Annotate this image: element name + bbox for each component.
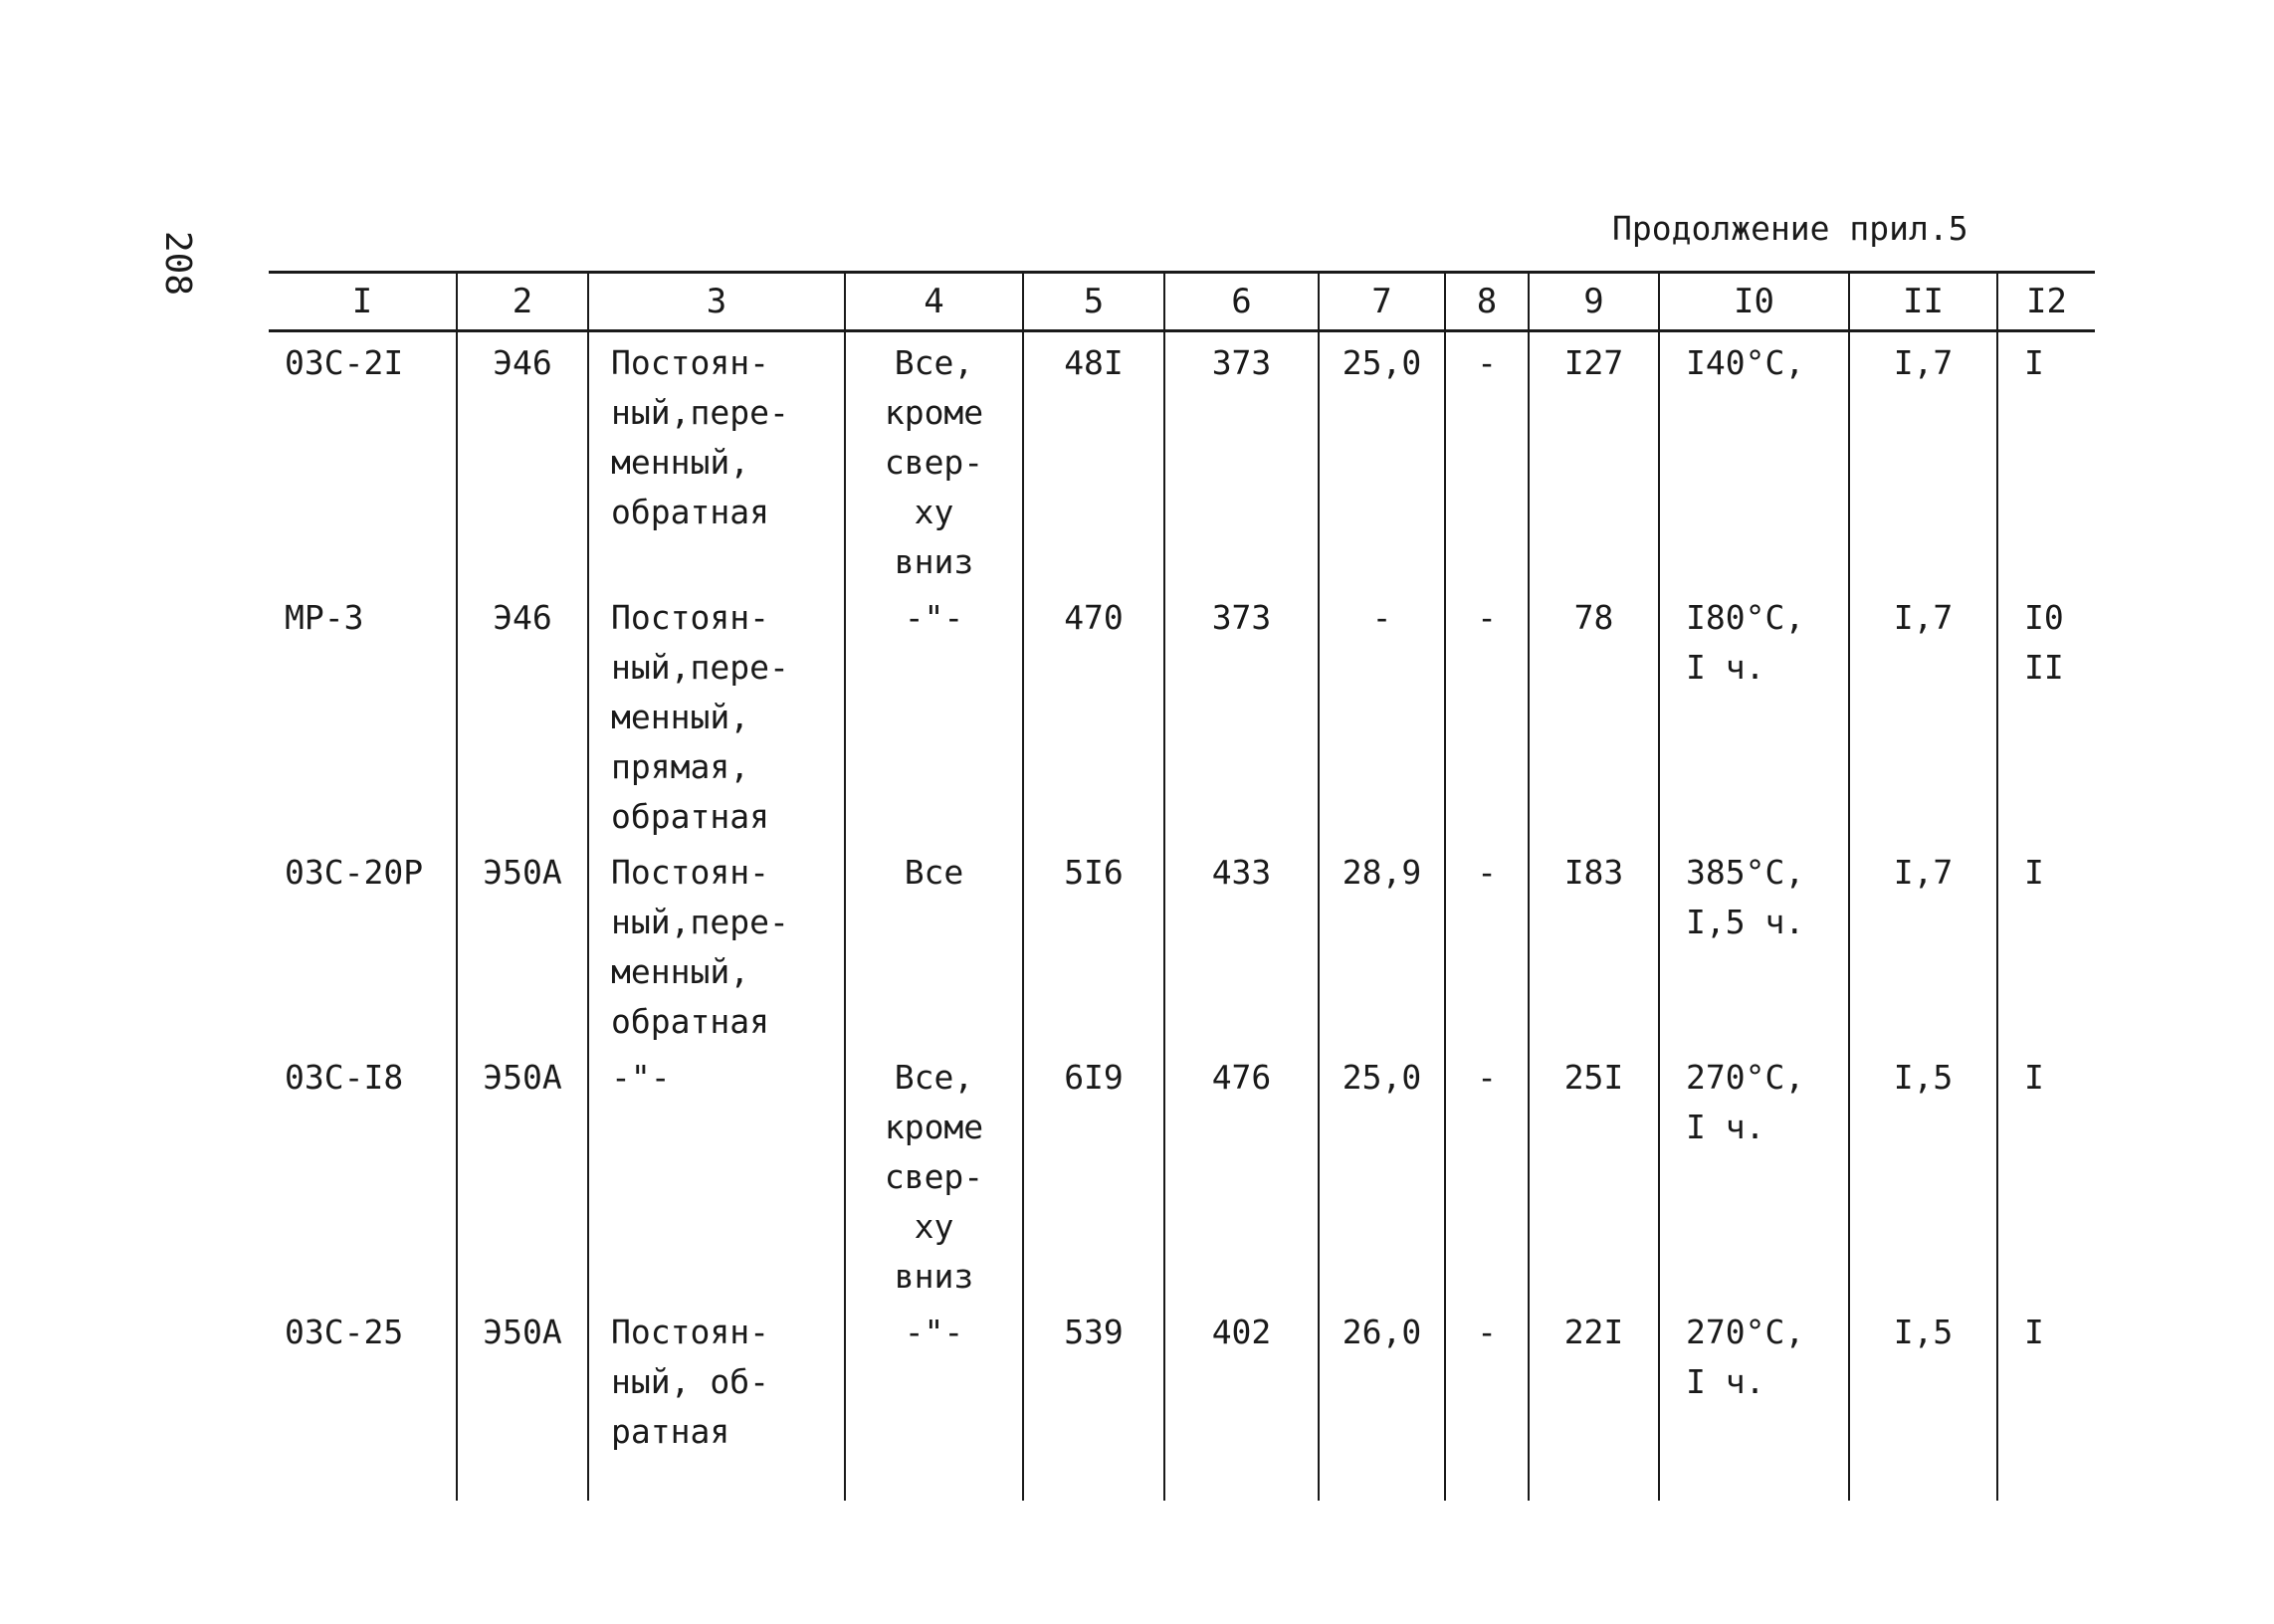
cell-line: ху — [914, 493, 954, 531]
cell-line: Э46 — [493, 598, 552, 637]
cell-line: I,7 — [1893, 343, 1954, 382]
cell-current-type — [588, 842, 845, 1047]
cell-elongation — [1319, 1302, 1445, 1501]
column-header-2: 2 — [457, 273, 588, 331]
cell-line: 373 — [1211, 598, 1272, 637]
column-header-5: 5 — [1023, 273, 1164, 331]
cell-electrode-type — [457, 331, 588, 588]
cell-yield-strength — [1164, 587, 1319, 842]
cell-coefficient — [1849, 587, 1997, 842]
cell-line: 476 — [1211, 1058, 1272, 1097]
cell-line: 25,0 — [1342, 343, 1422, 382]
cell-hardness — [1529, 331, 1659, 588]
cell-impact-strength — [1445, 587, 1529, 842]
cell-line: - — [1477, 1313, 1497, 1351]
cell-heat-treatment — [1659, 842, 1849, 1047]
cell-line: I ч. — [1686, 1362, 1765, 1401]
cell-electrode-type — [457, 842, 588, 1047]
cell-reference — [1997, 1047, 2095, 1302]
cell-line: 5I6 — [1064, 853, 1124, 892]
column-header-9: 9 — [1529, 273, 1659, 331]
table-row — [269, 587, 2095, 842]
cell-line: 26,0 — [1342, 1313, 1422, 1351]
cell-hardness — [1529, 587, 1659, 842]
cell-line: кроме — [884, 393, 984, 432]
column-header-6: 6 — [1164, 273, 1319, 331]
cell-impact-strength — [1445, 331, 1529, 588]
cell-line: I27 — [1563, 343, 1624, 382]
cell-line: 28,9 — [1342, 853, 1422, 892]
cell-reference — [1997, 587, 2095, 842]
cell-line: 6I9 — [1064, 1058, 1124, 1097]
column-header-11: II — [1849, 273, 1997, 331]
cell-line: 373 — [1211, 343, 1272, 382]
column-header-3: 3 — [588, 273, 845, 331]
cell-line: I — [2024, 853, 2044, 892]
cell-line: I — [2024, 1313, 2044, 1351]
cell-line: менный, — [611, 443, 750, 482]
cell-elongation — [1319, 1047, 1445, 1302]
cell-line: 03С-I8 — [285, 1058, 404, 1097]
cell-line: Э50А — [483, 853, 562, 892]
cell-line: II — [2024, 648, 2064, 687]
cell-line: 03С-20Р — [285, 853, 424, 892]
cell-line: I83 — [1563, 853, 1624, 892]
electrode-table — [269, 271, 2095, 1501]
cell-impact-strength — [1445, 842, 1529, 1047]
cell-line: I,5 — [1893, 1313, 1954, 1351]
column-number-row — [269, 273, 2095, 331]
cell-line: Постоян- — [611, 598, 769, 637]
cell-welding-position — [845, 331, 1023, 588]
table-row — [269, 842, 2095, 1047]
cell-line: - — [1477, 853, 1497, 892]
cell-line: -"- — [904, 598, 964, 637]
cell-line: Постоян- — [611, 343, 769, 382]
cell-line: I0 — [2024, 598, 2064, 637]
cell-line: ный,пере- — [611, 393, 789, 432]
cell-line: ный,пере- — [611, 903, 789, 941]
column-header-8: 8 — [1445, 273, 1529, 331]
cell-reference — [1997, 1302, 2095, 1501]
cell-welding-position — [845, 587, 1023, 842]
column-header-7: 7 — [1319, 273, 1445, 331]
cell-reference — [1997, 331, 2095, 588]
cell-electrode-brand — [269, 1302, 457, 1501]
cell-line: 22I — [1563, 1313, 1624, 1351]
cell-line: прямая, — [611, 747, 750, 786]
cell-line: 25I — [1563, 1058, 1624, 1097]
cell-coefficient — [1849, 1302, 1997, 1501]
cell-line: 270°С, — [1686, 1058, 1805, 1097]
cell-line: менный, — [611, 952, 750, 991]
cell-line: ный,пере- — [611, 648, 789, 687]
cell-electrode-type — [457, 587, 588, 842]
table-body — [269, 331, 2095, 1502]
table-caption: Продолжение прил.5 — [1612, 209, 1968, 248]
cell-heat-treatment — [1659, 1302, 1849, 1501]
cell-yield-strength — [1164, 331, 1319, 588]
cell-yield-strength — [1164, 1047, 1319, 1302]
cell-line: I,7 — [1893, 598, 1954, 637]
cell-line: Все, — [894, 343, 974, 382]
cell-elongation — [1319, 587, 1445, 842]
cell-tensile-strength — [1023, 587, 1164, 842]
column-header-12: I2 — [1997, 273, 2095, 331]
cell-elongation — [1319, 331, 1445, 588]
cell-line: обратная — [611, 797, 769, 836]
cell-line: - — [1477, 1058, 1497, 1097]
cell-line: Постоян- — [611, 1313, 769, 1351]
cell-line: 402 — [1211, 1313, 1272, 1351]
cell-electrode-brand — [269, 331, 457, 588]
cell-line: Все, — [894, 1058, 974, 1097]
cell-line: вниз — [894, 542, 974, 581]
cell-current-type — [588, 587, 845, 842]
cell-elongation — [1319, 842, 1445, 1047]
cell-tensile-strength — [1023, 842, 1164, 1047]
cell-line: 433 — [1211, 853, 1272, 892]
cell-line: свер- — [884, 1157, 984, 1196]
cell-line: МР-3 — [285, 598, 364, 637]
cell-line: - — [1477, 343, 1497, 382]
table-row — [269, 1302, 2095, 1501]
cell-line: I,5 ч. — [1686, 903, 1805, 941]
cell-line: - — [1371, 598, 1392, 637]
cell-line: Э50А — [483, 1313, 562, 1351]
column-header-4: 4 — [845, 273, 1023, 331]
cell-reference — [1997, 842, 2095, 1047]
cell-line: ху — [914, 1207, 954, 1246]
cell-welding-position — [845, 1047, 1023, 1302]
cell-current-type — [588, 331, 845, 588]
cell-line: Постоян- — [611, 853, 769, 892]
cell-line: I40°С, — [1686, 343, 1805, 382]
cell-coefficient — [1849, 331, 1997, 588]
cell-hardness — [1529, 1047, 1659, 1302]
electrode-table-container — [269, 271, 2095, 1505]
cell-line: обратная — [611, 1002, 769, 1041]
cell-line: Э46 — [493, 343, 552, 382]
table-row — [269, 1047, 2095, 1302]
cell-line: 48I — [1064, 343, 1124, 382]
cell-heat-treatment — [1659, 587, 1849, 842]
cell-line: 539 — [1064, 1313, 1124, 1351]
cell-line: 03С-2I — [285, 343, 404, 382]
cell-electrode-brand — [269, 1047, 457, 1302]
cell-coefficient — [1849, 1047, 1997, 1302]
cell-line: 78 — [1573, 598, 1614, 637]
cell-line: I,5 — [1893, 1058, 1954, 1097]
cell-welding-position — [845, 842, 1023, 1047]
cell-heat-treatment — [1659, 331, 1849, 588]
cell-coefficient — [1849, 842, 1997, 1047]
cell-line: I ч. — [1686, 1108, 1765, 1146]
cell-electrode-type — [457, 1047, 588, 1302]
column-header-1: I — [269, 273, 457, 331]
cell-impact-strength — [1445, 1302, 1529, 1501]
table-row — [269, 331, 2095, 588]
cell-electrode-brand — [269, 587, 457, 842]
cell-tensile-strength — [1023, 1302, 1164, 1501]
cell-line: -"- — [904, 1313, 964, 1351]
column-header-10: I0 — [1659, 273, 1849, 331]
cell-line: I — [2024, 343, 2044, 382]
cell-line: -"- — [611, 1058, 671, 1097]
cell-tensile-strength — [1023, 331, 1164, 588]
page-number: 208 — [157, 231, 198, 297]
cell-welding-position — [845, 1302, 1023, 1501]
cell-line: - — [1477, 598, 1497, 637]
cell-current-type — [588, 1047, 845, 1302]
cell-line: Все — [904, 853, 964, 892]
cell-line: 470 — [1064, 598, 1124, 637]
cell-line: вниз — [894, 1257, 974, 1296]
cell-line: 270°С, — [1686, 1313, 1805, 1351]
cell-line: 03С-25 — [285, 1313, 404, 1351]
cell-line: I80°С, — [1686, 598, 1805, 637]
cell-hardness — [1529, 1302, 1659, 1501]
cell-hardness — [1529, 842, 1659, 1047]
cell-heat-treatment — [1659, 1047, 1849, 1302]
cell-yield-strength — [1164, 1302, 1319, 1501]
cell-line: свер- — [884, 443, 984, 482]
cell-line: I ч. — [1686, 648, 1765, 687]
cell-line: I,7 — [1893, 853, 1954, 892]
cell-line: 385°С, — [1686, 853, 1805, 892]
cell-line: I — [2024, 1058, 2044, 1097]
cell-line: 25,0 — [1342, 1058, 1422, 1097]
cell-line: менный, — [611, 698, 750, 736]
cell-current-type — [588, 1302, 845, 1501]
cell-impact-strength — [1445, 1047, 1529, 1302]
cell-electrode-brand — [269, 842, 457, 1047]
cell-line: ратная — [611, 1412, 730, 1451]
cell-line: кроме — [884, 1108, 984, 1146]
cell-electrode-type — [457, 1302, 588, 1501]
cell-line: Э50А — [483, 1058, 562, 1097]
cell-line: ный, об- — [611, 1362, 769, 1401]
cell-tensile-strength — [1023, 1047, 1164, 1302]
cell-yield-strength — [1164, 842, 1319, 1047]
cell-line: обратная — [611, 493, 769, 531]
